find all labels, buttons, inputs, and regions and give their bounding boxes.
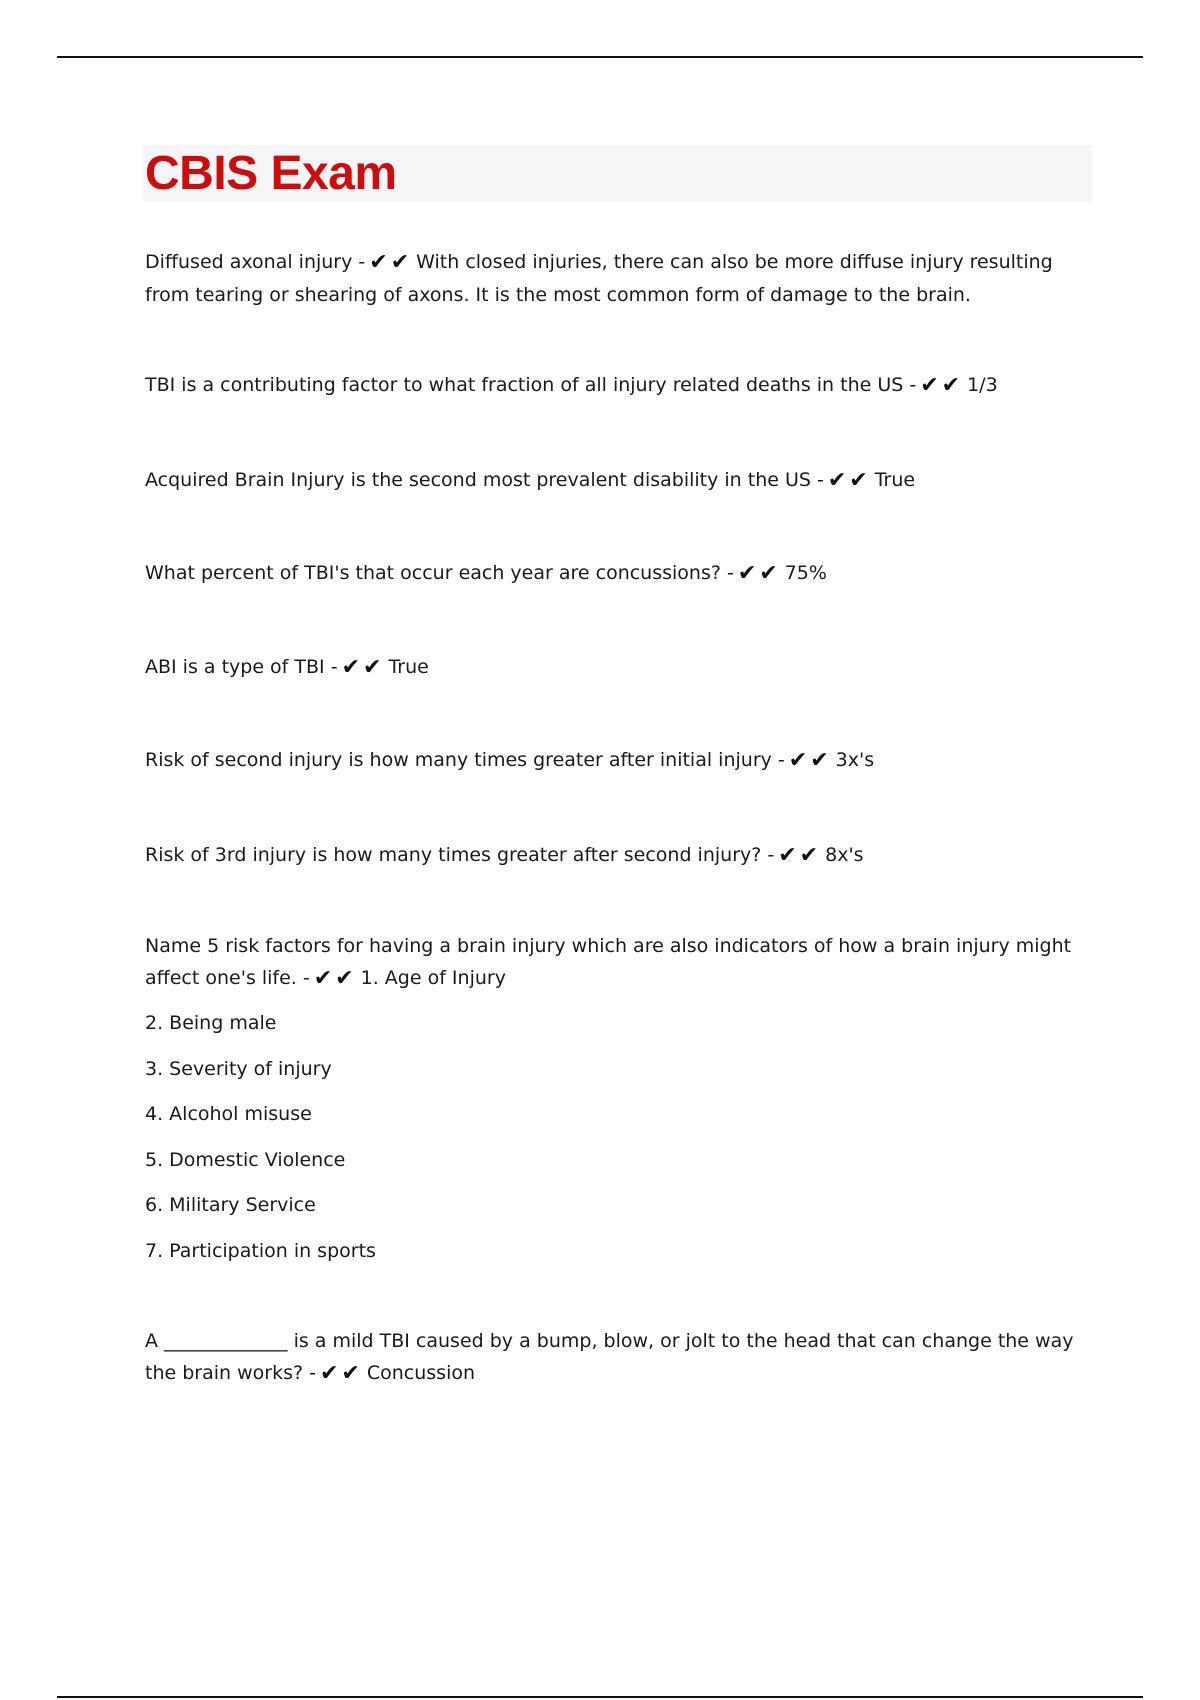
- list-item: 5. Domestic Violence: [145, 1149, 346, 1171]
- double-check-icon: ✔✔: [369, 250, 413, 275]
- list-item: 2. Being male: [145, 1012, 277, 1034]
- answer-text: True: [874, 469, 916, 491]
- answer-text: 8x's: [825, 844, 864, 866]
- qa-item: [145, 464, 1085, 497]
- answer-text: 75%: [784, 562, 827, 584]
- qa-item: [145, 369, 1085, 402]
- double-check-icon: ✔✔: [313, 966, 357, 991]
- qa-item: [145, 839, 1085, 872]
- double-check-icon: ✔✔: [319, 1361, 363, 1386]
- question-text: Name 5 risk factors for having a brain injury which are also indicators of how a brain injury might affect one's life. -: [145, 935, 1072, 989]
- double-check-icon: ✔✔: [737, 561, 781, 586]
- list-item: 4. Alcohol misuse: [145, 1103, 312, 1125]
- answer-text: 1/3: [967, 374, 998, 396]
- question-text: What percent of TBI's that occur each year are concussions? -: [145, 562, 734, 584]
- qa-item: [145, 1325, 1085, 1390]
- answer-text: With closed injuries, there can also be more diffuse injury resulting from tearing or shearing of axons. It is the most common form of damage to the brain.: [145, 251, 1053, 306]
- qa-item: [145, 246, 1085, 311]
- question-text: TBI is a contributing factor to what fraction of all injury related deaths in the US -: [145, 374, 917, 396]
- top-rule: [57, 56, 1143, 58]
- question-text: Risk of second injury is how many times greater after initial injury -: [145, 749, 785, 771]
- double-check-icon: ✔✔: [827, 468, 871, 493]
- list-item: 7. Participation in sports: [145, 1240, 376, 1262]
- answer-text: True: [388, 656, 429, 678]
- document-title: CBIS Exam: [145, 147, 397, 200]
- question-text: A _____________ is a mild TBI caused by a bump, blow, or jolt to the head that can change the way the brain works? -: [145, 1330, 1074, 1384]
- list-item: 3. Severity of injury: [145, 1058, 332, 1080]
- qa-item: [145, 930, 1085, 995]
- question-text: Diffused axonal injury -: [145, 251, 366, 273]
- qa-item: [145, 557, 1085, 590]
- double-check-icon: ✔✔: [788, 748, 832, 773]
- qa-item: [145, 744, 1085, 777]
- double-check-icon: ✔✔: [920, 373, 964, 398]
- question-text: Risk of 3rd injury is how many times greater after second injury? -: [145, 844, 775, 866]
- double-check-icon: ✔✔: [778, 843, 822, 868]
- bottom-rule: [57, 1696, 1143, 1698]
- question-text: ABI is a type of TBI -: [145, 656, 338, 678]
- answer-text: 1. Age of Injury: [360, 967, 506, 989]
- qa-item: [145, 651, 1085, 684]
- answer-text: Concussion: [366, 1362, 476, 1384]
- double-check-icon: ✔✔: [341, 655, 385, 680]
- question-text: Acquired Brain Injury is the second most prevalent disability in the US -: [145, 469, 824, 491]
- list-item: 6. Military Service: [145, 1194, 316, 1216]
- answer-text: 3x's: [835, 749, 875, 771]
